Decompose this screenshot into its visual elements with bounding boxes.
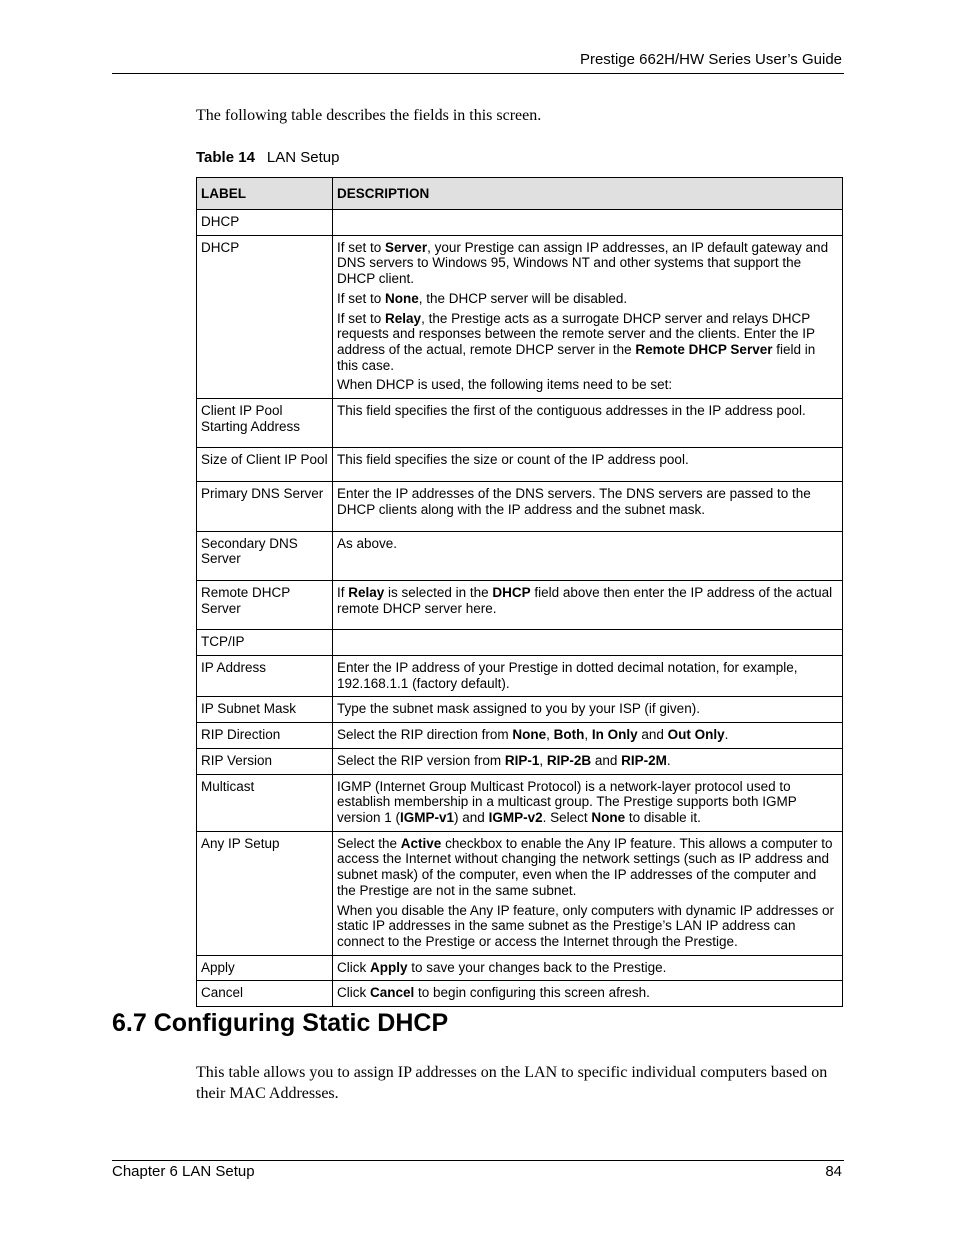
table-header-row [197,178,843,210]
description-paragraph: Select the RIP version from RIP-1, RIP-2B and RIP-2M. [337,752,671,768]
description-paragraph: When DHCP is used, the following items need to be set: [337,377,673,393]
table-row [197,656,843,697]
field-term: Active [400,835,442,851]
field-term: RIP-1 [504,752,540,768]
table-row [197,955,843,981]
description-paragraph: If Relay is selected in the DHCP field above then enter the IP address of the actual remote DHCP server here. [337,584,833,616]
field-term: Relay [348,584,385,600]
description-paragraph: This field specifies the size or count of the IP address pool. [337,452,689,468]
row-description [333,831,843,955]
description-paragraph: As above. [337,535,398,551]
description-paragraph: Enter the IP address of your Prestige in dotted decimal notation, for example, 192.168.1.1 (factory default). [337,660,798,691]
row-description [333,656,843,697]
table-row [197,235,843,398]
field-term: Server [385,239,428,255]
field-term: RIP-2M [621,752,667,768]
row-description [333,210,843,236]
running-header: Prestige 662H/HW Series User’s Guide [579,51,842,68]
field-term: Remote DHCP Server [635,341,773,357]
description-paragraph: If set to None, the DHCP server will be disabled. [337,290,628,306]
row-label: Apply [197,955,333,981]
row-description [333,723,843,749]
field-term: IGMP-v1 [400,809,455,825]
table-row [197,697,843,723]
table-row [197,531,843,580]
row-label: Any IP Setup [197,831,333,955]
row-description [333,774,843,831]
row-label: RIP Version [197,748,333,774]
table-caption-title: LAN Setup [266,149,340,166]
row-label: IP Subnet Mask [197,697,333,723]
table-body [197,210,843,1007]
description-paragraph: IGMP (Internet Group Multicast Protocol) is a network-layer protocol used to establish membership in a multicast group. The Prestige supports both IGMP version 1 (IGMP-v1) and IGMP-v2. Select None to disable it. [337,778,797,825]
row-label: RIP Direction [197,723,333,749]
description-paragraph: Select the Active checkbox to enable the Any IP feature. This allows a computer to access the Internet without changing the network settings (such as IP address and subnet mask) of the computer, even when the IP addresses of the computer and the Prestige are not in the same subnet. [337,835,833,898]
field-term: Apply [370,959,408,975]
row-label: Remote DHCP Server [197,580,333,629]
table-row [197,630,843,656]
table-row [197,399,843,448]
row-description [333,955,843,981]
row-description [333,448,843,482]
description-paragraph: If set to Relay, the Prestige acts as a surrogate DHCP server and relays DHCP requests and responses between the remote server and the clients. Enter the IP address of the actual, remote DHCP server in the Remote DHCP Server field in this case. [337,310,816,373]
field-term: Out Only [667,727,725,743]
row-label: DHCP [197,235,333,398]
footer-rule [112,1160,844,1161]
field-term: Both [553,727,585,743]
row-description [333,399,843,448]
description-paragraph: Click Apply to save your changes back to the Prestige. [337,959,667,975]
table-caption [196,149,339,166]
description-paragraph: Click Cancel to begin configuring this screen afresh. [337,985,650,1001]
row-label: IP Address [197,656,333,697]
row-description [333,235,843,398]
row-description [333,697,843,723]
description-paragraph: When you disable the Any IP feature, only computers with dynamic IP addresses or static IP addresses in the same subnet as the Prestige’s LAN IP address can connect to the Prestige or access the Internet through the Prestige. [337,902,835,949]
field-term: Relay [385,310,422,326]
field-term: None [512,727,547,743]
row-label: Secondary DNS Server [197,531,333,580]
table-caption-number: Table 14 [196,149,255,166]
field-term: None [591,809,626,825]
table-row [197,482,843,531]
row-description [333,981,843,1007]
row-label: Size of Client IP Pool [197,448,333,482]
lan-setup-table [196,177,843,1007]
row-description [333,748,843,774]
row-label: Cancel [197,981,333,1007]
description-paragraph: This field specifies the first of the contiguous addresses in the IP address pool. [337,403,806,419]
table-row [197,210,843,236]
row-description [333,482,843,531]
table-row [197,774,843,831]
footer-page-number: 84 [825,1163,842,1180]
row-description [333,630,843,656]
row-label: Multicast [197,774,333,831]
description-paragraph: If set to Server, your Prestige can assign IP addresses, an IP default gateway and DNS servers to Windows 95, Windows NT and other systems that support the DHCP client. [337,239,829,287]
row-label: Client IP Pool Starting Address [197,399,333,448]
column-header-description: DESCRIPTION [333,178,843,210]
footer-chapter: Chapter 6 LAN Setup [112,1163,255,1180]
table-row [197,448,843,482]
field-term: IGMP-v2 [488,809,543,825]
row-label: Primary DNS Server [197,482,333,531]
section-paragraph: This table allows you to assign IP addresses on the LAN to specific individual computers based on their MAC Addresses. [196,1064,828,1102]
section-heading: 6.7 Configuring Static DHCP [112,1009,449,1037]
description-paragraph: Select the RIP direction from None, Both, In Only and Out Only. [337,727,729,743]
row-description [333,531,843,580]
table-row [197,831,843,955]
field-term: In Only [591,727,638,743]
table-row [197,981,843,1007]
header-rule [112,73,844,74]
field-term: None [385,290,419,306]
row-description [333,580,843,629]
row-label: DHCP [197,210,333,236]
description-paragraph: Enter the IP addresses of the DNS servers. The DNS servers are passed to the DHCP clients along with the IP address and the subnet mask. [337,486,811,517]
table-row [197,580,843,629]
field-term: DHCP [492,584,531,600]
description-paragraph: Type the subnet mask assigned to you by your ISP (if given). [337,701,700,717]
field-term: Cancel [370,985,415,1001]
field-term: RIP-2B [546,752,592,768]
column-header-label: LABEL [197,178,333,210]
row-label: TCP/IP [197,630,333,656]
table-row [197,748,843,774]
intro-paragraph: The following table describes the fields in this screen. [196,107,542,124]
table-row [197,723,843,749]
